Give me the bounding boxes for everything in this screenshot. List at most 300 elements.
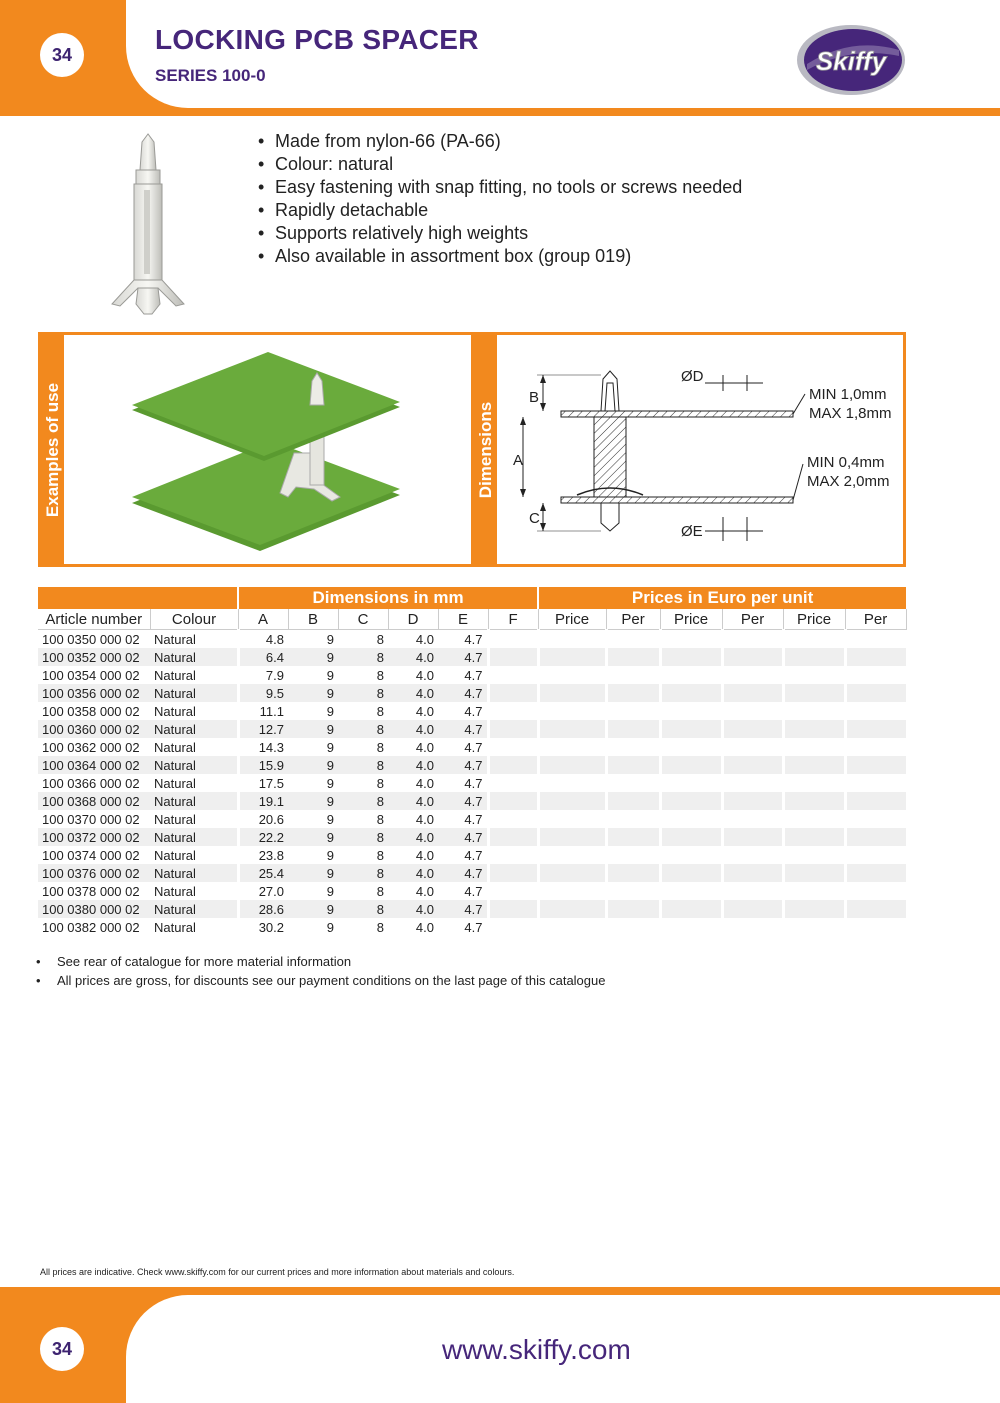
table-row xyxy=(38,900,906,918)
cell-price xyxy=(660,846,722,864)
cell-a: 11.1 xyxy=(259,703,284,719)
price-disclaimer: All prices are indicative. Check www.skiffy.com for our current prices and more information about materials and colours. xyxy=(40,1267,515,1277)
dimensions-label: Dimensions xyxy=(476,401,495,499)
cell-price xyxy=(660,828,722,846)
feature-item: • Colour: natural xyxy=(258,153,742,176)
cell-price xyxy=(538,648,606,666)
cell-price xyxy=(660,702,722,720)
cell-price xyxy=(538,630,606,649)
cell-price xyxy=(660,666,722,684)
cell-per xyxy=(606,684,660,702)
cell-per xyxy=(606,918,660,936)
cell-colour: Natural xyxy=(150,774,238,792)
cell-colour: Natural xyxy=(150,738,238,756)
cell-d: 4.0 xyxy=(415,847,434,863)
cell-b: 9 xyxy=(288,648,338,666)
cell-a: 7.9 xyxy=(265,667,284,683)
cell-price xyxy=(538,864,606,882)
cell-c: 8 xyxy=(376,775,384,791)
col-header-per: Per xyxy=(845,609,906,630)
cell-f xyxy=(488,882,538,900)
cell-d: 4.0 xyxy=(415,631,434,647)
cell-per xyxy=(845,864,906,882)
cell-per xyxy=(606,900,660,918)
cell-b: 9 xyxy=(288,792,338,810)
cell-d: 4.0 xyxy=(415,703,434,719)
cell-article-number: 100 0380 000 02 xyxy=(38,900,150,918)
cell-d: 4.0 xyxy=(415,775,434,791)
table-row xyxy=(38,792,906,810)
cell-per xyxy=(845,882,906,900)
cell-price xyxy=(783,702,845,720)
cell-price xyxy=(783,918,845,936)
cell-d: 4.0 xyxy=(388,720,438,738)
cell-c: 8 xyxy=(338,792,388,810)
cell-price xyxy=(783,648,845,666)
cell-colour: Natural xyxy=(150,648,238,666)
cell-price xyxy=(538,774,606,792)
table-row xyxy=(38,918,906,936)
cell-price xyxy=(538,900,606,918)
cell-e: 4.7 xyxy=(438,684,488,702)
cell-f xyxy=(488,792,538,810)
cell-colour: Natural xyxy=(150,810,238,828)
cell-price xyxy=(660,918,722,936)
cell-per xyxy=(606,666,660,684)
cell-f xyxy=(488,630,538,649)
cell-per xyxy=(606,882,660,900)
cell-per xyxy=(722,630,783,649)
cell-per xyxy=(722,792,783,810)
cell-d: 4.0 xyxy=(415,811,434,827)
note-item: • All prices are gross, for discounts see our payment conditions on the last page of this catalogue xyxy=(36,971,605,990)
feature-item: • Made from nylon-66 (PA-66) xyxy=(258,130,742,153)
cell-price xyxy=(783,756,845,774)
cell-price xyxy=(660,774,722,792)
cell-f xyxy=(488,900,538,918)
table-row xyxy=(38,684,906,702)
cell-c: 8 xyxy=(338,864,388,882)
cell-price xyxy=(538,684,606,702)
cell-c: 8 xyxy=(376,667,384,683)
cell-d: 4.0 xyxy=(415,739,434,755)
cell-per xyxy=(606,792,660,810)
feature-list xyxy=(258,130,742,268)
cell-per xyxy=(722,846,783,864)
note-item: • See rear of catalogue for more material information xyxy=(36,952,605,971)
cell-e: 4.7 xyxy=(438,666,488,684)
cell-article-number: 100 0382 000 02 xyxy=(42,919,140,935)
cell-article-number: 100 0366 000 02 xyxy=(42,775,140,791)
examples-of-use-label: Examples of use xyxy=(43,382,62,518)
cell-per xyxy=(845,720,906,738)
col-header-a: A xyxy=(238,609,288,630)
cell-e: 4.7 xyxy=(438,630,488,649)
cell-price xyxy=(783,666,845,684)
cell-c: 8 xyxy=(338,828,388,846)
col-header-per: Per xyxy=(606,609,660,630)
page-number-badge: 34 xyxy=(40,33,84,77)
cell-article-number: 100 0368 000 02 xyxy=(38,792,150,810)
cell-a: 22.2 xyxy=(238,828,288,846)
cell-colour: Natural xyxy=(150,666,238,684)
skiffy-logo xyxy=(793,20,909,100)
col-header-colour: Colour xyxy=(150,609,238,630)
cell-colour: Natural xyxy=(150,864,238,882)
cell-c: 8 xyxy=(376,703,384,719)
cell-article-number: 100 0374 000 02 xyxy=(42,847,140,863)
cell-f xyxy=(488,738,538,756)
cell-a: 25.4 xyxy=(238,864,288,882)
cell-per xyxy=(845,774,906,792)
cell-d: 4.0 xyxy=(388,792,438,810)
cell-a: 23.8 xyxy=(258,847,284,863)
cell-c: 8 xyxy=(338,648,388,666)
table-row xyxy=(38,720,906,738)
cell-price xyxy=(783,810,845,828)
spacer-product-image xyxy=(108,132,188,317)
cell-price xyxy=(538,918,606,936)
cell-price xyxy=(783,720,845,738)
cell-c: 8 xyxy=(338,720,388,738)
col-header-per: Per xyxy=(722,609,783,630)
cell-per xyxy=(845,810,906,828)
cell-f xyxy=(488,864,538,882)
examples-panel xyxy=(64,335,471,564)
cell-price xyxy=(783,846,845,864)
cell-per xyxy=(722,774,783,792)
cell-b: 9 xyxy=(326,883,334,899)
table-row xyxy=(38,630,906,649)
cell-per xyxy=(845,738,906,756)
bottom-plate-max: MAX 2,0mm xyxy=(807,473,890,490)
feature-item: • Easy fastening with snap fitting, no tools or screws needed xyxy=(258,176,742,199)
table-row xyxy=(38,648,906,666)
cell-per xyxy=(845,702,906,720)
cell-price xyxy=(783,774,845,792)
cell-a: 6.4 xyxy=(238,648,288,666)
cell-article-number: 100 0362 000 02 xyxy=(42,739,140,755)
col-header-d: D xyxy=(388,609,438,630)
cell-per xyxy=(722,648,783,666)
col-header-article-number: Article number xyxy=(38,609,150,630)
cell-f xyxy=(488,702,538,720)
cell-a: 4.8 xyxy=(265,631,284,647)
feature-item: • Also available in assortment box (group 019) xyxy=(258,245,742,268)
cell-per xyxy=(845,756,906,774)
cell-price xyxy=(538,720,606,738)
cell-price xyxy=(660,630,722,649)
cell-price xyxy=(660,864,722,882)
table-row xyxy=(38,810,906,828)
cell-article-number: 100 0350 000 02 xyxy=(42,631,140,647)
cell-b: 9 xyxy=(288,828,338,846)
cell-per xyxy=(845,846,906,864)
col-header-price: Price xyxy=(660,609,722,630)
cell-price xyxy=(660,648,722,666)
cell-d: 4.0 xyxy=(388,900,438,918)
cell-colour: Natural xyxy=(150,792,238,810)
cell-per xyxy=(845,918,906,936)
skiffy-logo-text: Skiffy xyxy=(815,46,887,76)
table-row xyxy=(38,882,906,900)
cell-price xyxy=(660,738,722,756)
cell-f xyxy=(488,810,538,828)
cell-colour: Natural xyxy=(150,720,238,738)
cell-e: 4.7 xyxy=(438,756,488,774)
cell-article-number: 100 0358 000 02 xyxy=(42,703,140,719)
cell-article-number: 100 0354 000 02 xyxy=(42,667,140,683)
col-header-e: E xyxy=(438,609,488,630)
table-row xyxy=(38,702,906,720)
cell-article-number: 100 0376 000 02 xyxy=(38,864,150,882)
cell-article-number: 100 0360 000 02 xyxy=(38,720,150,738)
cell-c: 8 xyxy=(376,919,384,935)
col-header-price: Price xyxy=(783,609,845,630)
cell-e: 4.7 xyxy=(438,900,488,918)
cell-e: 4.7 xyxy=(438,810,488,828)
cell-b: 9 xyxy=(288,720,338,738)
cell-f xyxy=(488,756,538,774)
cell-price xyxy=(660,684,722,702)
cell-per xyxy=(722,900,783,918)
illustration-box xyxy=(38,332,906,567)
cell-b: 9 xyxy=(326,919,334,935)
cell-per xyxy=(845,900,906,918)
cell-e: 4.7 xyxy=(438,648,488,666)
table-row xyxy=(38,774,906,792)
table-group-dimensions: Dimensions in mm xyxy=(238,587,538,609)
col-header-c: C xyxy=(338,609,388,630)
table-row xyxy=(38,666,906,684)
cell-b: 9 xyxy=(326,631,334,647)
cell-c: 8 xyxy=(376,811,384,827)
top-plate-min: MIN 1,0mm xyxy=(809,386,887,403)
cell-price xyxy=(660,756,722,774)
cell-colour: Natural xyxy=(150,882,238,900)
cell-e: 4.7 xyxy=(438,738,488,756)
cell-price xyxy=(538,792,606,810)
cell-d: 4.0 xyxy=(388,864,438,882)
bottom-plate-min: MIN 0,4mm xyxy=(807,454,885,471)
drawing-label-e: ØE xyxy=(681,523,703,540)
cell-per xyxy=(845,828,906,846)
cell-per xyxy=(722,720,783,738)
cell-colour: Natural xyxy=(150,918,238,936)
cell-colour: Natural xyxy=(150,630,238,649)
cell-colour: Natural xyxy=(150,828,238,846)
cell-price xyxy=(538,828,606,846)
cell-per xyxy=(606,810,660,828)
cell-per xyxy=(845,666,906,684)
cell-per xyxy=(845,648,906,666)
page-title: LOCKING PCB SPACER xyxy=(155,24,479,55)
dimensions-panel xyxy=(497,335,903,564)
col-header-f: F xyxy=(488,609,538,630)
website-link[interactable]: www.skiffy.com xyxy=(442,1334,631,1365)
cell-d: 4.0 xyxy=(388,828,438,846)
cell-e: 4.7 xyxy=(438,846,488,864)
cell-price xyxy=(783,864,845,882)
cell-article-number: 100 0370 000 02 xyxy=(42,811,140,827)
cell-per xyxy=(845,684,906,702)
cell-d: 4.0 xyxy=(388,648,438,666)
top-plate-max: MAX 1,8mm xyxy=(809,405,892,422)
cell-per xyxy=(845,630,906,649)
cell-a: 14.3 xyxy=(258,739,284,755)
cell-per xyxy=(845,792,906,810)
specification-table xyxy=(38,587,907,936)
cell-per xyxy=(722,666,783,684)
feature-item: • Supports relatively high weights xyxy=(258,222,742,245)
cell-b: 9 xyxy=(326,811,334,827)
cell-per xyxy=(722,882,783,900)
cell-a: 15.9 xyxy=(238,756,288,774)
cell-per xyxy=(722,738,783,756)
cell-price xyxy=(660,900,722,918)
drawing-label-c: C xyxy=(529,510,540,527)
cell-per xyxy=(722,828,783,846)
cell-colour: Natural xyxy=(150,684,238,702)
table-group-blank xyxy=(38,587,238,609)
cell-price xyxy=(538,702,606,720)
drawing-label-a: A xyxy=(513,452,524,469)
cell-per xyxy=(722,810,783,828)
cell-f xyxy=(488,684,538,702)
cell-per xyxy=(606,864,660,882)
notes-list xyxy=(36,952,605,990)
table-row xyxy=(38,756,906,774)
table-row xyxy=(38,864,906,882)
col-header-price: Price xyxy=(538,609,606,630)
cell-c: 8 xyxy=(376,847,384,863)
cell-d: 4.0 xyxy=(388,756,438,774)
cell-a: 9.5 xyxy=(238,684,288,702)
cell-per xyxy=(606,738,660,756)
cell-price xyxy=(538,756,606,774)
cell-a: 20.6 xyxy=(258,811,284,827)
cell-per xyxy=(722,684,783,702)
cell-b: 9 xyxy=(326,703,334,719)
drawing-label-d: ØD xyxy=(681,368,704,385)
table-group-prices: Prices in Euro per unit xyxy=(538,587,906,609)
col-header-b: B xyxy=(288,609,338,630)
drawing-label-b: B xyxy=(529,389,540,406)
cell-colour: Natural xyxy=(150,846,238,864)
cell-per xyxy=(606,648,660,666)
cell-f xyxy=(488,666,538,684)
cell-f xyxy=(488,648,538,666)
cell-per xyxy=(606,774,660,792)
cell-per xyxy=(722,864,783,882)
dimension-drawing xyxy=(497,335,903,564)
cell-d: 4.0 xyxy=(415,667,434,683)
table-row xyxy=(38,828,906,846)
cell-c: 8 xyxy=(338,900,388,918)
cell-article-number: 100 0364 000 02 xyxy=(38,756,150,774)
cell-colour: Natural xyxy=(150,702,238,720)
cell-c: 8 xyxy=(338,684,388,702)
cell-e: 4.7 xyxy=(438,882,488,900)
cell-f xyxy=(488,720,538,738)
cell-price xyxy=(783,684,845,702)
cell-f xyxy=(488,918,538,936)
cell-e: 4.7 xyxy=(438,918,488,936)
cell-b: 9 xyxy=(326,775,334,791)
cell-colour: Natural xyxy=(150,756,238,774)
cell-per xyxy=(606,756,660,774)
cell-f xyxy=(488,774,538,792)
cell-per xyxy=(606,630,660,649)
page-subtitle: SERIES 100-0 xyxy=(155,66,266,85)
cell-b: 9 xyxy=(288,864,338,882)
table-body xyxy=(38,630,906,937)
cell-a: 30.2 xyxy=(258,919,284,935)
cell-price xyxy=(783,630,845,649)
cell-price xyxy=(783,900,845,918)
cell-c: 8 xyxy=(376,883,384,899)
cell-e: 4.7 xyxy=(438,702,488,720)
cell-d: 4.0 xyxy=(415,883,434,899)
cell-article-number: 100 0372 000 02 xyxy=(38,828,150,846)
footer-page-number-badge: 34 xyxy=(40,1327,84,1371)
cell-a: 19.1 xyxy=(238,792,288,810)
cell-a: 27.0 xyxy=(258,883,284,899)
cell-colour: Natural xyxy=(150,900,238,918)
cell-per xyxy=(722,702,783,720)
cell-a: 12.7 xyxy=(238,720,288,738)
cell-a: 28.6 xyxy=(238,900,288,918)
cell-e: 4.7 xyxy=(438,792,488,810)
cell-f xyxy=(488,828,538,846)
cell-f xyxy=(488,846,538,864)
cell-d: 4.0 xyxy=(388,684,438,702)
cell-per xyxy=(606,702,660,720)
cell-price xyxy=(660,882,722,900)
cell-b: 9 xyxy=(288,756,338,774)
cell-b: 9 xyxy=(288,684,338,702)
cell-e: 4.7 xyxy=(438,828,488,846)
pcb-example-illustration xyxy=(64,335,471,564)
cell-d: 4.0 xyxy=(415,919,434,935)
cell-price xyxy=(783,882,845,900)
cell-price xyxy=(538,738,606,756)
cell-price xyxy=(783,738,845,756)
table-row xyxy=(38,738,906,756)
cell-c: 8 xyxy=(376,631,384,647)
cell-price xyxy=(783,828,845,846)
cell-article-number: 100 0378 000 02 xyxy=(42,883,140,899)
cell-price xyxy=(783,792,845,810)
cell-per xyxy=(722,756,783,774)
cell-price xyxy=(538,846,606,864)
cell-price xyxy=(538,882,606,900)
cell-b: 9 xyxy=(288,900,338,918)
cell-price xyxy=(660,792,722,810)
feature-item: • Rapidly detachable xyxy=(258,199,742,222)
cell-price xyxy=(538,810,606,828)
cell-e: 4.7 xyxy=(438,720,488,738)
cell-article-number: 100 0352 000 02 xyxy=(38,648,150,666)
cell-per xyxy=(606,720,660,738)
cell-per xyxy=(606,828,660,846)
cell-c: 8 xyxy=(376,739,384,755)
cell-b: 9 xyxy=(326,667,334,683)
cell-e: 4.7 xyxy=(438,774,488,792)
cell-per xyxy=(722,918,783,936)
table-row xyxy=(38,846,906,864)
cell-article-number: 100 0356 000 02 xyxy=(38,684,150,702)
